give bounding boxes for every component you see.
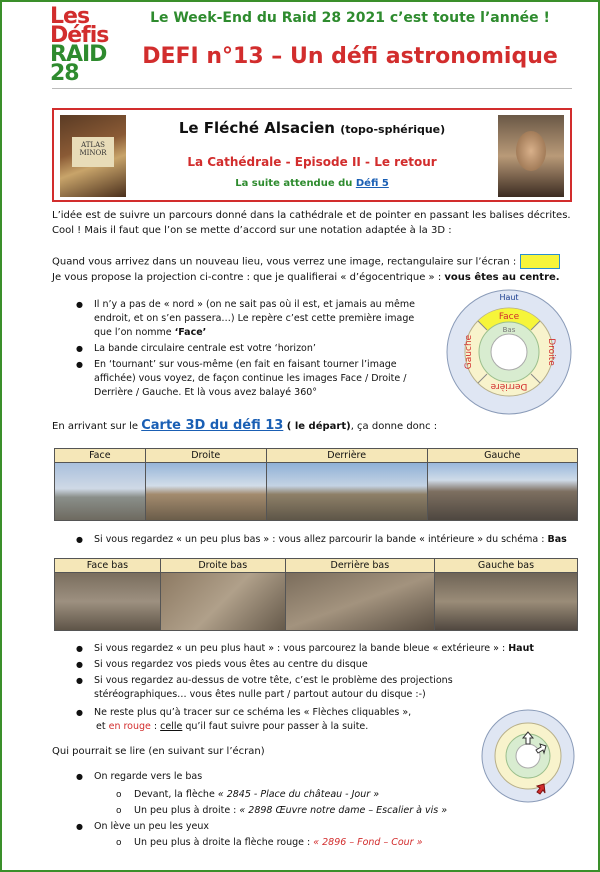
bullet-text: Si vous regardez « un peu plus bas » : vous allez parcourir la bande « intérieure » du schéma : (94, 534, 548, 545)
list-item (116, 836, 576, 850)
table-header: Derrière (266, 449, 427, 463)
atlas-cover-image (60, 115, 126, 197)
bas-photo-table (54, 558, 578, 631)
fleches-line2 (94, 720, 476, 734)
photo-cell (434, 573, 577, 631)
projection-bold: vous êtes au centre. (444, 271, 560, 283)
fleches-celle: celle (160, 721, 183, 732)
photo-cell (285, 573, 434, 631)
bullet-text: Si vous regardez vos pieds vous êtes au centre du disque (94, 659, 368, 670)
table-header: Gauche (427, 449, 577, 463)
episode-title: La Cathédrale - Episode II - Le retour (187, 155, 437, 169)
atlas-cover-text: ATLAS MINOR (72, 137, 114, 167)
projection-diagram (445, 288, 573, 416)
page-title: DEFI n°13 – Un défi astronomique (142, 44, 558, 69)
mercator-portrait-image (498, 115, 564, 197)
table-header: Droite (145, 449, 266, 463)
photo-droite (146, 463, 266, 520)
reading-sublist (116, 836, 576, 852)
projection-paragraph (52, 254, 577, 285)
list-item (76, 674, 496, 702)
photo-face-bas (55, 573, 160, 630)
followup-prefix: La suite attendue du (235, 178, 356, 189)
photo-derriere-bas (286, 573, 434, 630)
label-face: Face (498, 312, 520, 322)
logo-line: Les (50, 4, 90, 29)
sub-ital: « 2845 - Place du château - Jour » (217, 789, 380, 800)
photo-derriere (267, 463, 427, 520)
center-disk (491, 334, 527, 370)
reading-intro: Qui pourrait se lire (en suivant sur l’écran) (52, 746, 265, 757)
followup-line (134, 178, 490, 189)
raid28-logo (50, 4, 120, 86)
photo-cell (55, 573, 161, 631)
photo-gauche (428, 463, 577, 520)
photo-gauche-bas (435, 573, 577, 630)
photo-droite-bas (161, 573, 285, 630)
intro-paragraph (52, 208, 577, 238)
photo-cell (145, 463, 266, 521)
box-title (134, 119, 490, 137)
projection-line (52, 254, 577, 270)
table-header: Droite bas (160, 559, 285, 573)
bullet-text: La bande circulaire centrale est votre ‘horizon’ (94, 343, 316, 354)
reading-list (76, 770, 556, 786)
defi5-link[interactable]: Défi 5 (355, 178, 389, 189)
logo-line: 28 (50, 60, 79, 86)
bullet-text: Si vous regardez « un peu plus haut » : vous parcourez la bande bleue « extérieure » : (94, 643, 509, 654)
photo-cell (266, 463, 427, 521)
logo-line: Défis (50, 22, 109, 48)
table-header: Gauche bas (434, 559, 577, 573)
projection-text: Quand vous arrivez dans un nouveau lieu, vous verrez une image, rectangulaire sur l’écran : (52, 256, 517, 268)
projection-line (52, 270, 577, 285)
list-item (76, 706, 476, 734)
sub-ital: « 2898 Œuvre notre dame – Escalier à vis » (239, 805, 448, 816)
page-subtitle: Le Week-End du Raid 28 2021 c’est toute l’année ! (150, 10, 550, 26)
bas-bullet (76, 533, 581, 549)
label-droite: Droite (546, 338, 556, 366)
list-item (116, 788, 576, 802)
list-item (76, 658, 581, 672)
carte-suffix: , ça donne donc : (350, 421, 438, 432)
sub-red: « 2896 – Fond – Cour » (313, 837, 423, 848)
fleches-colon: : (150, 721, 161, 732)
list-item (76, 298, 428, 340)
photo-face (55, 463, 145, 520)
carte-prefix: En arrivant sur le (52, 421, 142, 432)
carte-mid: ( le départ) (283, 421, 351, 432)
list-item: ● On lève un peu les yeux (76, 820, 556, 834)
fleches-bullet (76, 706, 476, 736)
carte-line (52, 418, 577, 434)
carte-3d-link[interactable]: Carte 3D du défi 13 (141, 418, 284, 433)
sub-text: Un peu plus à droite : (134, 805, 240, 816)
horizon-photo-table (54, 448, 578, 521)
bullet-text: Si vous regardez au-dessus de votre tête, c’est le problème des projections stéréographiques… vous êtes nulle part / partout autour du disque :-) (94, 675, 453, 700)
box-title-main: Le Fléché Alsacien (178, 119, 335, 137)
photo-cell (55, 463, 146, 521)
label-bas: Bas (502, 326, 516, 334)
table-header: Derrière bas (285, 559, 434, 573)
list-item (76, 533, 581, 547)
intro-line: Cool ! Mais il faut que l’on se mette d’accord sur une notation adaptée à la 3D : (52, 225, 452, 236)
bullet-text: Il n’y a pas de « nord » (on ne sait pas où il est, et jamais au même endroit, et on s’en passera…) Le repère c’est cette première image que l’on nomme (94, 299, 415, 338)
view-bullets (76, 642, 581, 704)
reading-sublist (116, 788, 576, 820)
title-box (52, 108, 572, 202)
list-item (116, 804, 576, 818)
label-gauche: Gauche (464, 334, 474, 370)
photo-cell (427, 463, 577, 521)
notation-bullets (76, 298, 428, 402)
photo-cell (160, 573, 285, 631)
list-item (76, 342, 428, 356)
bullet-bold: Bas (547, 534, 567, 545)
table-header: Face bas (55, 559, 161, 573)
center-disk (516, 744, 540, 768)
fleches-suffix: qu’il faut suivre pour passer à la suite. (182, 721, 369, 732)
bullet-text: En ‘tournant’ sur vous-même (en fait en faisant tourner l’image affichée) vous voyez, de façon continue les images Face / Droite / Derrière / Gauche. Et là vous avez balayé 360° (94, 359, 407, 398)
projection-text: Je vous propose la projection ci-contre : que je qualifierai « d’égocentrique » : (52, 271, 445, 283)
sub-text: Un peu plus à droite la flèche rouge : (134, 837, 314, 848)
fleches-line1: ● Ne reste plus qu’à tracer sur ce schéma les « Flèches cliquables », (94, 707, 412, 718)
bullet-bold: ‘Face’ (174, 327, 207, 338)
divider (52, 88, 572, 89)
sub-text: Devant, la flèche (134, 789, 218, 800)
box-title-paren: (topo-sphérique) (340, 123, 446, 136)
list-item (76, 642, 581, 656)
fleches-red: en rouge (108, 721, 151, 732)
table-header: Face (55, 449, 146, 463)
list-item: ● On regarde vers le bas (76, 770, 556, 784)
portrait-face (516, 131, 546, 171)
list-item (76, 358, 428, 400)
reading-list (76, 820, 556, 836)
screen-rectangle-swatch (520, 254, 560, 269)
bullet-bold: Haut (508, 643, 534, 654)
fleches-et: et (96, 721, 109, 732)
logo-line: RAID (50, 41, 107, 67)
intro-line: L’idée est de suivre un parcours donné dans la cathédrale et de pointer en passant les balises décrites. (52, 210, 571, 221)
label-haut: Haut (499, 293, 519, 302)
label-derriere: Derrière (490, 381, 528, 391)
